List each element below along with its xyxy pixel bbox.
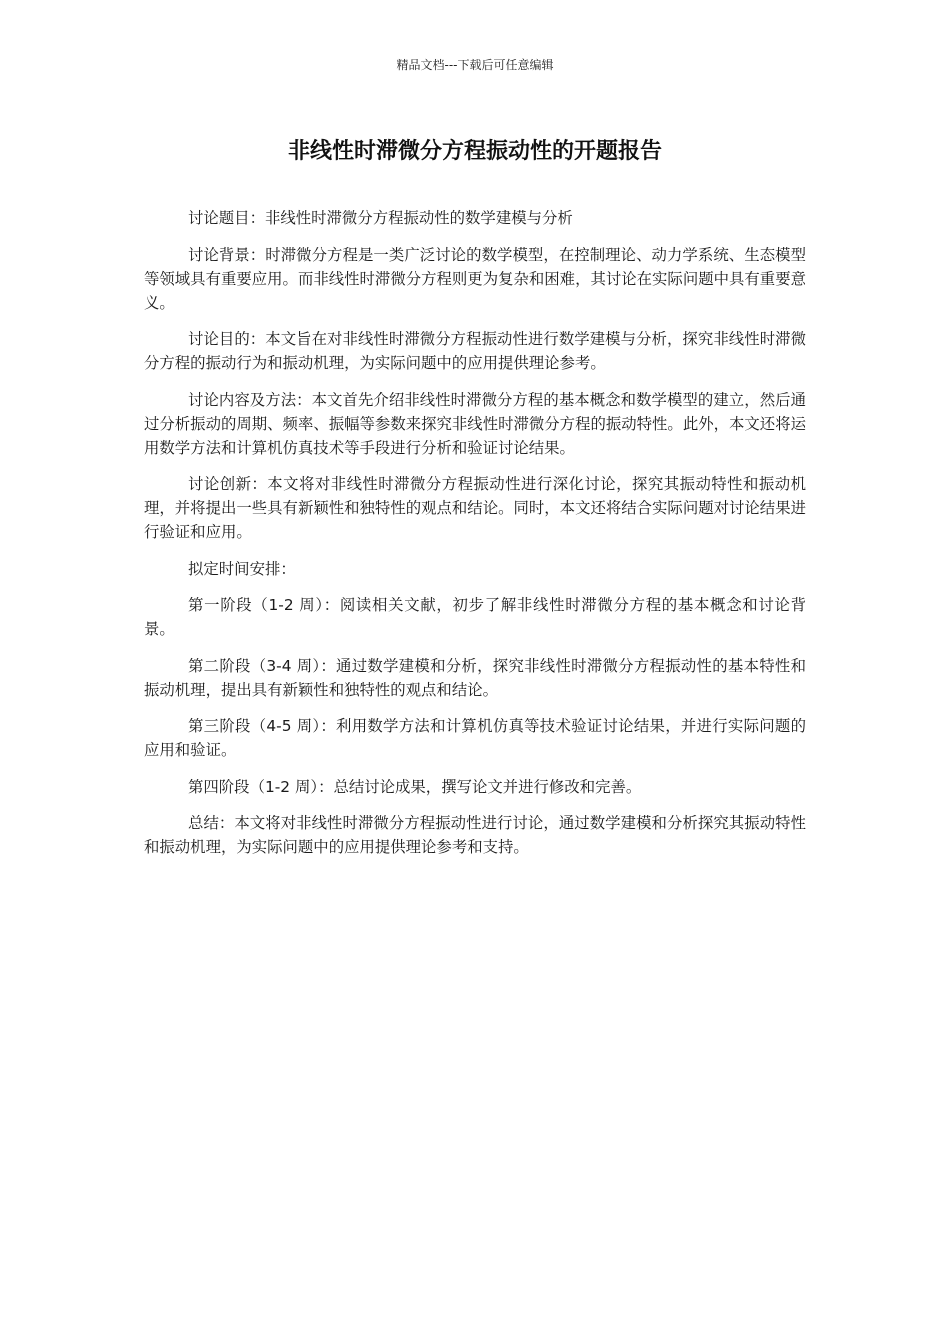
paragraph-stage-1: 第一阶段（1-2 周）：阅读相关文献，初步了解非线性时滞微分方程的基本概念和讨论背景。	[144, 596, 806, 638]
paragraph-innovation: 讨论创新：本文将对非线性时滞微分方程振动性进行深化讨论，探究其振动特性和振动机理，并将提出一些具有新颖性和独特性的观点和结论。同时，本文还将结合实际问题对讨论结果进行验证和应用。	[144, 475, 806, 541]
paragraph-topic: 讨论题目：非线性时滞微分方程振动性的数学建模与分析	[188, 209, 573, 227]
paragraph-summary: 总结：本文将对非线性时滞微分方程振动性进行讨论，通过数学建模和分析探究其振动特性和振动机理，为实际问题中的应用提供理论参考和支持。	[144, 814, 806, 856]
paragraph-stage-4: 第四阶段（1-2 周）：总结讨论成果，撰写论文并进行修改和完善。	[188, 777, 642, 796]
document-title: 非线性时滞微分方程振动性的开题报告	[287, 139, 662, 164]
paragraph-purpose: 讨论目的：本文旨在对非线性时滞微分方程振动性进行数学建模与分析，探究非线性时滞微分方程的振动行为和振动机理，为实际问题中的应用提供理论参考。	[144, 330, 806, 372]
document-body	[144, 206, 806, 872]
paragraph-schedule-heading: 拟定时间安排：	[188, 559, 296, 578]
paragraph-stage-3: 第三阶段（4-5 周）：利用数学方法和计算机仿真等技术验证讨论结果，并进行实际问题的应用和验证。	[144, 717, 806, 759]
paragraph-content-method: 讨论内容及方法：本文首先介绍非线性时滞微分方程的基本概念和数学模型的建立，然后通过分析振动的周期、频率、振幅等参数来探究非线性时滞微分方程的振动特性。此外，本文还将运用数学方法和计算机仿真技术等手段进行分析和验证讨论结果。	[144, 390, 806, 457]
paragraph-background: 讨论背景：时滞微分方程是一类广泛讨论的数学模型，在控制理论、动力学系统、生态模型等领域具有重要应用。而非线性时滞微分方程则更为复杂和困难，其讨论在实际问题中具有重要意义。	[144, 245, 806, 312]
header-note: 精品文档---下载后可任意编辑	[396, 58, 554, 72]
paragraph-stage-2: 第二阶段（3-4 周）：通过数学建模和分析，探究非线性时滞微分方程振动性的基本特性和振动机理，提出具有新颖性和独特性的观点和结论。	[144, 656, 806, 699]
